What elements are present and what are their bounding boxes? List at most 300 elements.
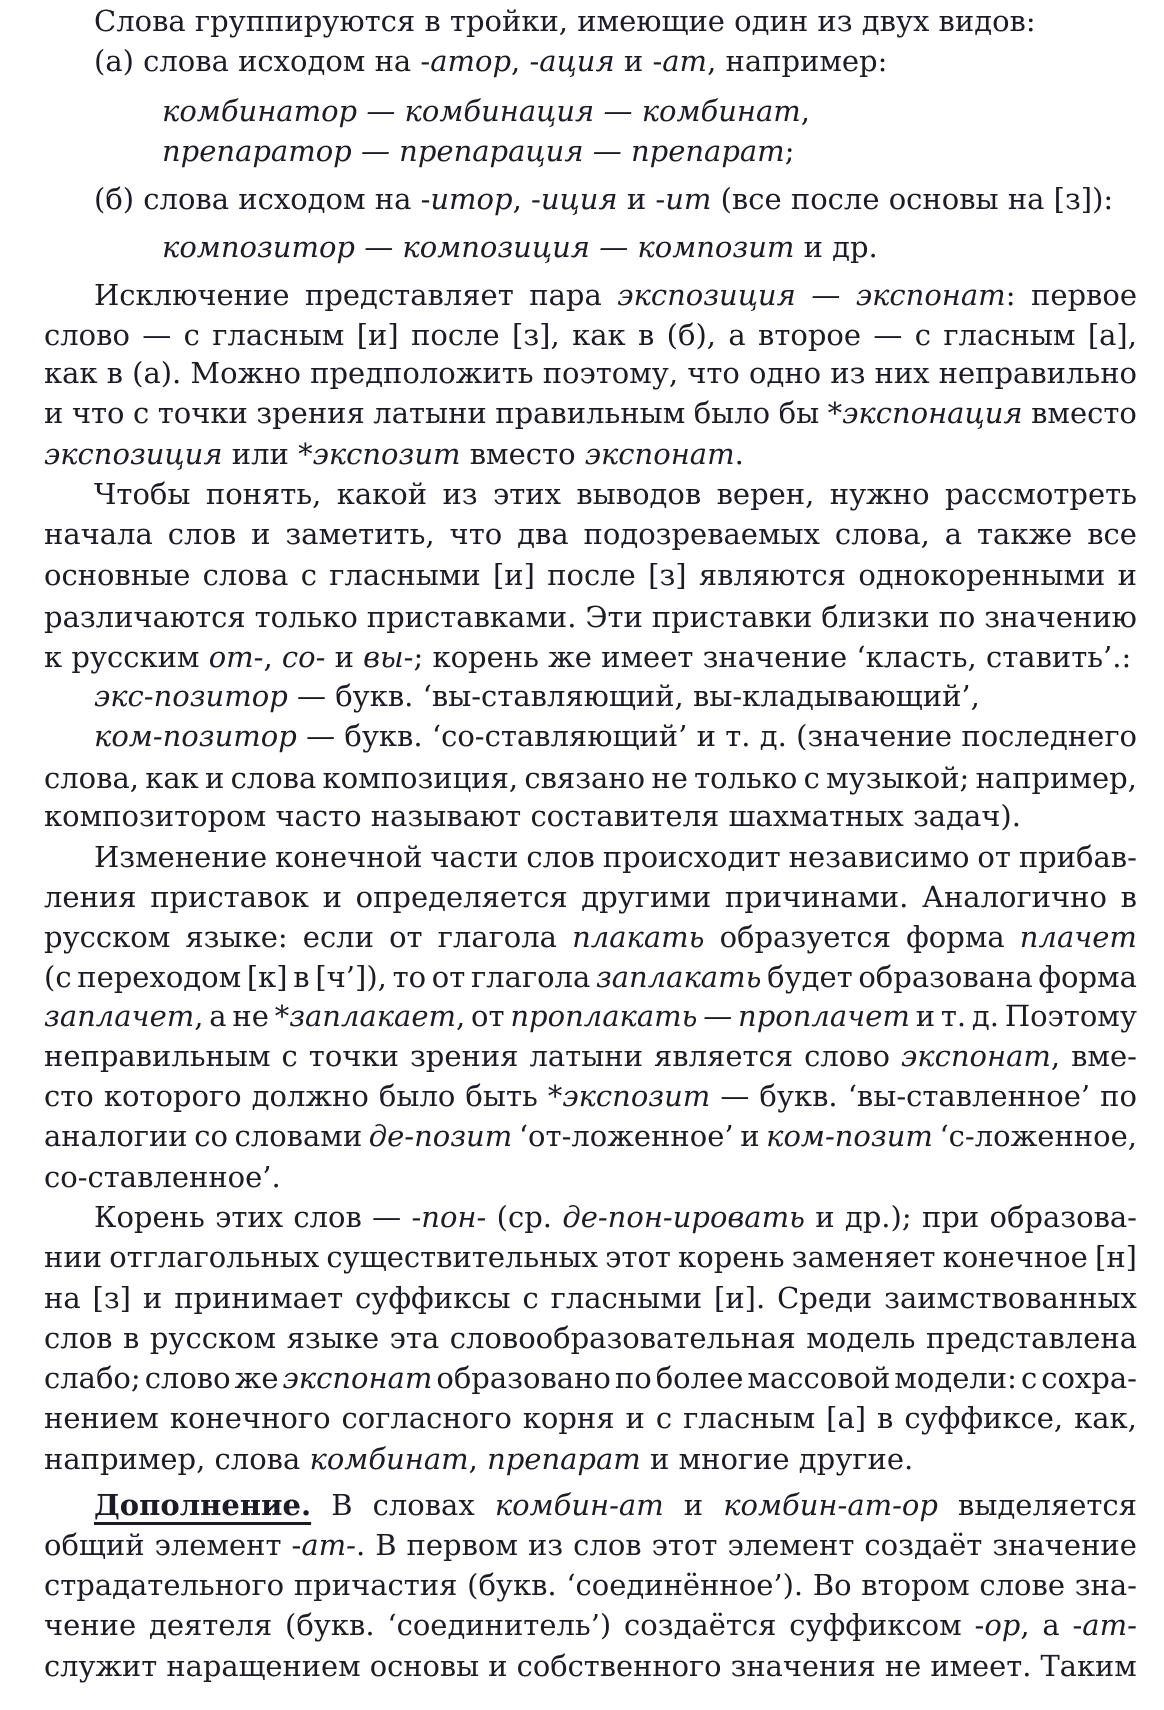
- word: только: [254, 600, 358, 634]
- word: Среди: [777, 1281, 873, 1315]
- word: этих: [215, 1200, 284, 1234]
- text-line: [44, 877, 1137, 917]
- word: по: [614, 1361, 652, 1395]
- word: Чтобы: [94, 477, 191, 511]
- text-line: [44, 1358, 1137, 1398]
- word: а: [728, 318, 746, 352]
- word: гласными: [550, 1281, 703, 1315]
- word: форма: [906, 920, 1005, 954]
- word: с: [1020, 1361, 1038, 1395]
- word: образуется: [719, 920, 891, 954]
- italic-term: экс-позитор: [94, 679, 288, 713]
- word: плачет: [1019, 920, 1137, 954]
- word: слово: [44, 318, 130, 352]
- word: [к]: [246, 960, 288, 994]
- word: др.);: [844, 1200, 912, 1234]
- word: первом: [406, 1528, 518, 1562]
- word: с: [281, 1039, 298, 1073]
- text-line: [44, 434, 744, 474]
- word: словообразовательная: [449, 1321, 796, 1355]
- text-line: [94, 41, 887, 81]
- text-line: [44, 1278, 1137, 1318]
- italic-term: композитор — композиция — композит: [162, 230, 795, 264]
- text-segment: (б) слова исходом на -: [94, 182, 431, 216]
- word: создаёт: [864, 1528, 983, 1562]
- word: и: [696, 719, 716, 753]
- word: (букв.: [285, 1608, 375, 1642]
- word: последнего: [961, 719, 1137, 753]
- word: Можно: [190, 356, 302, 390]
- word: слова,: [44, 761, 139, 795]
- word: близки: [821, 600, 930, 634]
- word: этих: [492, 477, 561, 511]
- word: от: [471, 999, 505, 1033]
- word: массовой: [747, 1361, 891, 1395]
- word: представляет: [305, 278, 514, 312]
- word: (букв.: [467, 1568, 557, 1602]
- text-segment: — букв. ‘вы-ставляющий, вы-кладывающий’,: [287, 679, 980, 713]
- word: верен,: [716, 477, 815, 511]
- text-line: [44, 1439, 913, 1479]
- word: значение: [992, 1528, 1137, 1562]
- text-segment: со-ставленное’.: [44, 1160, 281, 1194]
- word: де-позит: [368, 1119, 513, 1153]
- word: зна-: [1074, 1568, 1137, 1602]
- text-line: [44, 315, 1137, 355]
- word: от: [389, 920, 423, 954]
- word: слова: [230, 761, 317, 795]
- word: с: [803, 761, 820, 795]
- word: этот: [651, 1528, 718, 1562]
- word: основные: [44, 558, 191, 592]
- word: переходом: [77, 960, 242, 994]
- italic-term: препаратор — препарация — препарат: [162, 134, 785, 168]
- word: экспонат:: [855, 278, 1016, 312]
- word: было: [378, 1079, 456, 1113]
- text-segment: и -: [614, 44, 663, 78]
- word: является: [653, 1039, 794, 1073]
- word: общий: [44, 1528, 145, 1562]
- word: конечное: [942, 1240, 1088, 1274]
- word: неправильно: [938, 356, 1137, 390]
- italic-term: иция: [540, 182, 618, 216]
- word: заплакать: [595, 960, 762, 994]
- text-segment: к русским: [44, 640, 209, 674]
- word: то: [392, 960, 427, 994]
- word: рассмотреть: [944, 477, 1137, 511]
- word: глагола: [470, 960, 591, 994]
- text-line: [44, 796, 1021, 836]
- word: образована: [858, 960, 1033, 994]
- word: по: [1100, 1079, 1137, 1113]
- word: —: [873, 318, 903, 352]
- word: и: [251, 517, 271, 551]
- word: Поэтому: [1004, 999, 1137, 1033]
- text-line: [44, 1036, 1137, 1076]
- word: ‘с-ложенное,: [939, 1119, 1137, 1153]
- text-line: [44, 637, 1131, 677]
- text-line: [94, 837, 1137, 877]
- text-segment: , например:: [707, 44, 888, 78]
- word: в: [637, 318, 655, 352]
- text-line: [94, 179, 1113, 219]
- word: элемент: [727, 1528, 855, 1562]
- text-line: [44, 1318, 1137, 1358]
- word: ком-позит: [766, 1119, 933, 1153]
- word: этот: [605, 1240, 671, 1274]
- text-segment: .: [734, 437, 744, 471]
- italic-term: итор: [430, 182, 513, 216]
- word: же: [234, 1361, 279, 1395]
- word: что: [71, 396, 125, 430]
- word: (ср.: [496, 1200, 553, 1234]
- word: с: [522, 1281, 539, 1315]
- word: латыни: [373, 396, 487, 430]
- word: [н]: [1095, 1240, 1137, 1274]
- word: слов: [167, 517, 237, 551]
- word: ‘соединитель’): [387, 1608, 612, 1642]
- word: словами: [234, 1119, 363, 1153]
- italic-term: экспозиция: [44, 437, 223, 471]
- word: после: [547, 558, 636, 592]
- text-line: [44, 1237, 1137, 1277]
- word: ‘вы-ставленное’: [847, 1079, 1091, 1113]
- word: различаются: [44, 600, 246, 634]
- word: как: [145, 761, 199, 795]
- word: слабо;: [44, 1361, 141, 1395]
- word: не: [651, 761, 688, 795]
- word: зрения: [256, 396, 365, 430]
- word: например,: [975, 761, 1137, 795]
- text-segment: например, слова: [44, 1442, 310, 1476]
- word: [з],: [512, 318, 560, 352]
- word: поэтому,: [542, 356, 679, 390]
- word: [и]: [356, 318, 399, 352]
- word: будет: [767, 960, 853, 994]
- word: с: [914, 318, 931, 352]
- word: точки: [308, 1039, 399, 1073]
- text-line: [44, 555, 1137, 595]
- word: приставки: [651, 600, 813, 634]
- text-segment: и многие другие.: [640, 1442, 914, 1476]
- word: из: [442, 477, 478, 511]
- word: неправильным: [44, 1039, 271, 1073]
- word: —: [142, 318, 172, 352]
- italic-term: со-: [281, 640, 326, 674]
- word: что: [449, 517, 503, 551]
- word: нии: [44, 1240, 102, 1274]
- word: и: [1117, 558, 1137, 592]
- text-line: [94, 676, 980, 716]
- word: с: [183, 318, 200, 352]
- word: [з]: [92, 1281, 131, 1315]
- word: прибав-: [1018, 840, 1137, 874]
- text-line: [44, 597, 1137, 637]
- text-line: [44, 1398, 1137, 1438]
- word: точки: [157, 396, 248, 430]
- word: являются: [698, 558, 847, 592]
- text-line: [44, 917, 1137, 957]
- word: в: [293, 960, 310, 994]
- word: определяется: [355, 880, 568, 914]
- word: ком-позитор: [94, 719, 297, 753]
- word: суффиксы: [355, 1281, 511, 1315]
- text-segment: (все после основы на [з]):: [711, 182, 1114, 216]
- word: Исключение: [94, 278, 290, 312]
- word: в: [122, 1321, 140, 1355]
- word: нением: [44, 1401, 159, 1435]
- word: д.: [971, 999, 999, 1033]
- word: аналогии: [44, 1119, 188, 1153]
- italic-term: ация: [539, 44, 615, 78]
- text-line: [44, 514, 1137, 554]
- italic-term: комбинат: [309, 1442, 469, 1476]
- text-segment: и др.: [794, 230, 878, 264]
- word: заметить,: [285, 517, 435, 551]
- word: корень: [678, 1240, 785, 1274]
- word: приставок: [150, 880, 309, 914]
- word: как,: [1074, 1401, 1137, 1435]
- text-segment: служит наращением основы и собственного значения не имеет. Таким: [44, 1649, 1137, 1683]
- word: т.: [940, 999, 967, 1033]
- text-line: [44, 1605, 1137, 1645]
- word: гласным: [212, 318, 345, 352]
- word: форма: [1038, 960, 1137, 994]
- text-line: [94, 716, 1137, 756]
- word: д.: [759, 719, 787, 753]
- word: также: [977, 517, 1073, 551]
- word: два: [517, 517, 569, 551]
- text-line: [44, 1076, 1137, 1116]
- word: экспозиция: [617, 278, 796, 312]
- word: первое: [1030, 278, 1137, 312]
- italic-term: атор: [430, 44, 512, 78]
- word: плакать: [572, 920, 705, 954]
- word: только: [694, 761, 798, 795]
- text-line: [44, 353, 1137, 393]
- italic-term: вы-: [363, 640, 414, 674]
- word: [а],: [1087, 318, 1137, 352]
- text-segment: , -: [511, 44, 540, 78]
- text-segment: Слова группируются в тройки, имеющие один из двух видов:: [94, 4, 1036, 38]
- word: чение: [44, 1608, 137, 1642]
- word: причастия: [293, 1568, 458, 1602]
- word: (значение: [796, 719, 953, 753]
- word: -ор,: [974, 1608, 1030, 1642]
- word: в: [1120, 880, 1137, 914]
- text-line: [44, 393, 1137, 433]
- text-line: [162, 227, 878, 267]
- word: —: [703, 999, 733, 1033]
- word: слова: [202, 558, 289, 592]
- word: образовано: [436, 1361, 611, 1395]
- word: не: [232, 999, 269, 1033]
- word: проплакать: [510, 999, 698, 1033]
- word: (а).: [132, 356, 182, 390]
- word: русском: [44, 920, 171, 954]
- word: а: [1042, 1608, 1060, 1642]
- word: должно: [251, 1079, 369, 1113]
- word: т.: [725, 719, 751, 753]
- text-segment: ,: [263, 640, 282, 674]
- word: и: [142, 1281, 163, 1315]
- word: какой: [336, 477, 428, 511]
- text-line: [162, 91, 810, 131]
- text-line: [44, 1565, 1137, 1605]
- word: модели:: [894, 1361, 1017, 1395]
- word: ‘соединённое’).: [566, 1568, 804, 1602]
- word: гласным: [683, 1401, 816, 1435]
- word: а: [209, 999, 227, 1033]
- word: де-пон-ировать: [562, 1200, 805, 1234]
- word: них: [874, 356, 930, 390]
- word: заплачет,: [44, 999, 204, 1033]
- word: заимствованных: [884, 1281, 1137, 1315]
- word: проплачет: [738, 999, 910, 1033]
- word: одно: [749, 356, 822, 390]
- text-line: [94, 275, 1137, 315]
- word: суффиксе,: [904, 1401, 1064, 1435]
- word: [а]: [826, 1401, 867, 1435]
- word: (б),: [666, 318, 716, 352]
- word: что: [687, 356, 740, 390]
- word: конечного: [169, 1401, 331, 1435]
- word: Изменение: [94, 840, 268, 874]
- word: отглагольных: [109, 1240, 320, 1274]
- word: модель: [806, 1321, 916, 1355]
- word: в: [877, 1401, 894, 1435]
- word: деятеля: [148, 1608, 273, 1642]
- word: подозреваемых: [583, 517, 820, 551]
- word: конечной: [275, 840, 423, 874]
- word: гласным: [943, 318, 1076, 352]
- word: сто: [44, 1079, 94, 1113]
- word: вме-: [1071, 1039, 1137, 1073]
- italic-term: ит: [665, 182, 712, 216]
- word: слов: [44, 1321, 113, 1355]
- word: элемент: [154, 1528, 282, 1562]
- word: а: [944, 517, 963, 551]
- text-line: [44, 996, 1137, 1036]
- word: более: [655, 1361, 744, 1395]
- word: бы: [778, 396, 820, 430]
- word: букв.: [344, 719, 423, 753]
- word: было: [693, 396, 771, 430]
- text-segment: (а) слова исходом на -: [94, 44, 431, 78]
- word: экспонат: [282, 1361, 433, 1395]
- word: создаётся: [624, 1608, 777, 1642]
- word: экспонат,: [901, 1039, 1061, 1073]
- text-segment: ,: [800, 94, 810, 128]
- word: все: [1087, 517, 1137, 551]
- word: [и]: [492, 558, 535, 592]
- word: в: [106, 356, 123, 390]
- word: (с: [44, 960, 72, 994]
- italic-term: комбинатор — комбинация — комбинат: [162, 94, 801, 128]
- word: и: [625, 1401, 645, 1435]
- word: *экспонация: [827, 396, 1023, 430]
- word: слова,: [834, 517, 930, 551]
- word: Эти: [585, 600, 643, 634]
- word: -ат-.: [291, 1528, 366, 1562]
- word: суффиксом: [789, 1608, 962, 1642]
- word: гласными: [329, 558, 481, 592]
- word: слов: [573, 1528, 642, 1562]
- word: сохра-: [1041, 1361, 1137, 1395]
- word: причинами.: [724, 880, 909, 914]
- italic-term: экспонат: [584, 437, 735, 471]
- word: при: [921, 1200, 980, 1234]
- text-segment: и -: [617, 182, 666, 216]
- word: существительных: [326, 1240, 598, 1274]
- word: нужно: [829, 477, 930, 511]
- word: слове: [979, 1568, 1066, 1602]
- word: как: [572, 318, 626, 352]
- word: комбин-ат: [494, 1488, 664, 1522]
- word: глагола: [437, 920, 557, 954]
- word: корня: [522, 1401, 615, 1435]
- word: ления: [44, 880, 137, 914]
- word: —: [306, 719, 336, 753]
- word: и: [915, 999, 936, 1033]
- text-line: [44, 1157, 281, 1197]
- word: и: [683, 1488, 704, 1522]
- word: слово: [804, 1039, 891, 1073]
- word: с: [132, 396, 150, 430]
- word: происходит: [602, 840, 781, 874]
- word: —: [720, 1079, 750, 1113]
- word: слово: [144, 1361, 231, 1395]
- word: [ч’]),: [315, 960, 387, 994]
- word: композиция,: [322, 761, 519, 795]
- word: на: [44, 1281, 81, 1315]
- italic-term: экспозит: [312, 437, 461, 471]
- word: после: [411, 318, 500, 352]
- text-line: [94, 1, 1036, 41]
- word: Во: [812, 1568, 852, 1602]
- word: -пон-: [411, 1200, 487, 1234]
- word: выделяется: [958, 1488, 1137, 1522]
- word: значению: [984, 600, 1137, 634]
- word: Аналогично: [922, 880, 1107, 914]
- word: связано: [524, 761, 646, 795]
- word: Дополнение.: [94, 1488, 312, 1522]
- word: и: [815, 1200, 835, 1234]
- text-line: [162, 131, 794, 171]
- word: принимает: [174, 1281, 344, 1315]
- word: ‘со-ставляющий’: [431, 719, 688, 753]
- word: второе: [758, 318, 862, 352]
- text-segment: ;: [784, 134, 795, 168]
- word: —: [811, 278, 841, 312]
- text-segment: ,: [468, 1442, 488, 1476]
- word: выводов: [576, 477, 702, 511]
- word: слов: [526, 840, 595, 874]
- italic-term: препарат: [487, 1442, 641, 1476]
- word: правильным: [495, 396, 686, 430]
- text-segment: и: [325, 640, 364, 674]
- word: из: [830, 356, 866, 390]
- word: и: [322, 880, 342, 914]
- word: быть: [465, 1079, 538, 1113]
- text-line: [44, 957, 1137, 997]
- text-line: [44, 1525, 1137, 1565]
- word: и: [44, 396, 64, 430]
- text-line: [44, 758, 1137, 798]
- word: языке: [286, 1321, 380, 1355]
- word: части: [430, 840, 519, 874]
- word: втором: [861, 1568, 970, 1602]
